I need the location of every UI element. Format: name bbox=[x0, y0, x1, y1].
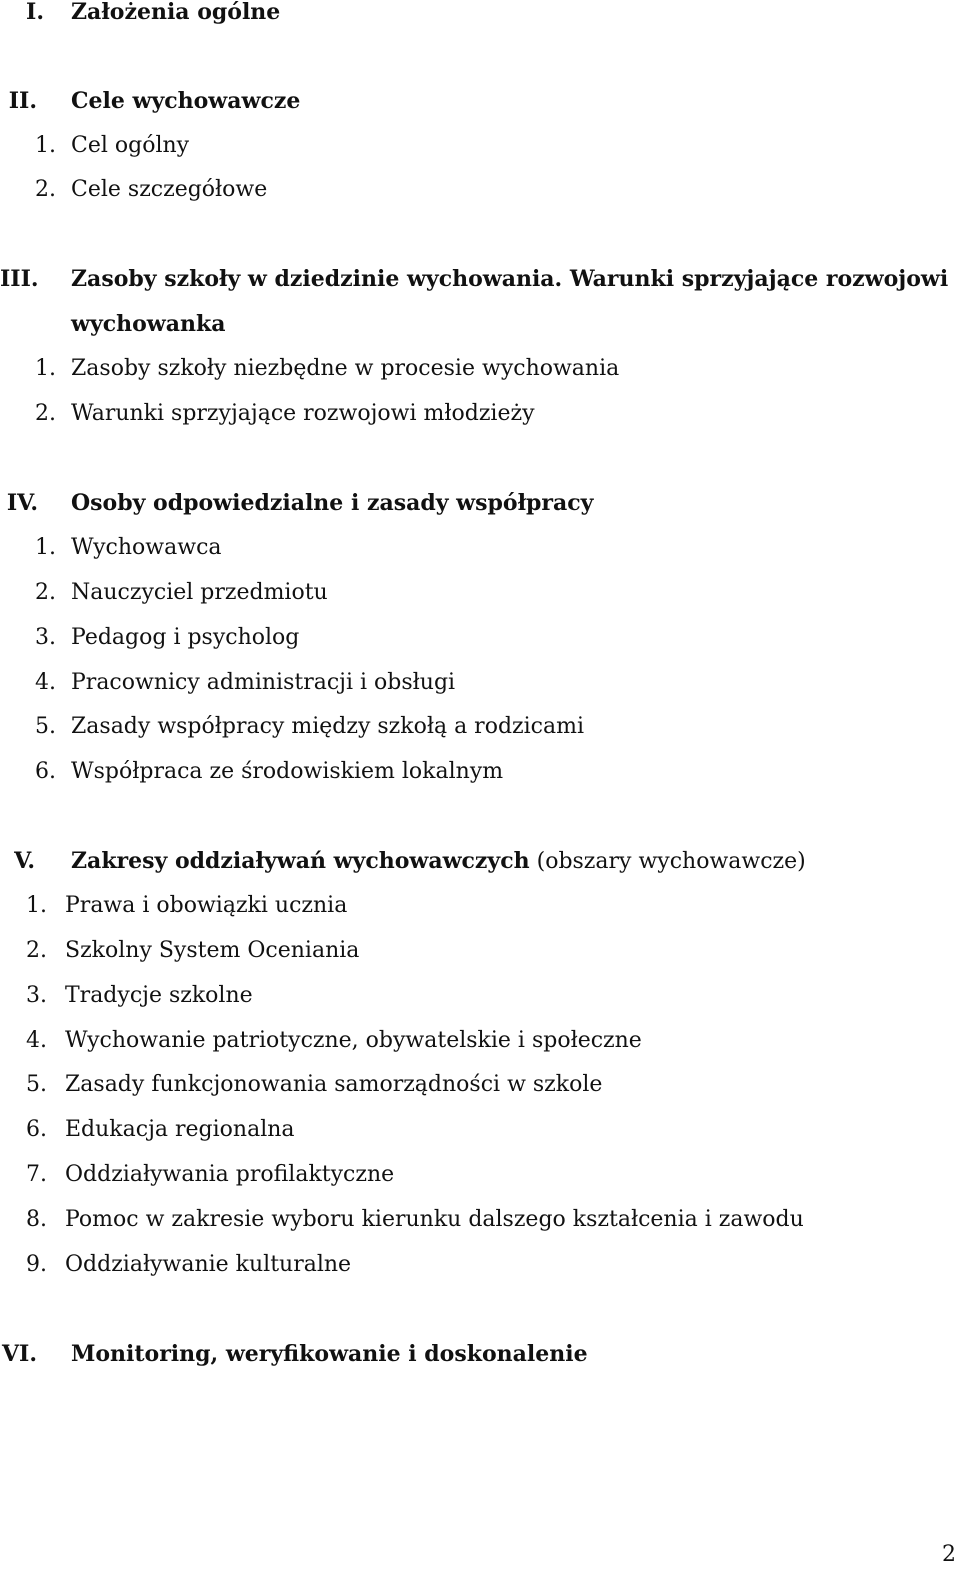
list-item-number: 4. bbox=[35, 670, 56, 695]
section-heading bbox=[0, 487, 960, 519]
list-item bbox=[0, 1114, 960, 1146]
section-numeral: IV. bbox=[6, 490, 38, 516]
list-item bbox=[0, 1159, 960, 1191]
list-item-text: Prawa i obowiązki ucznia bbox=[65, 893, 348, 918]
section-heading bbox=[0, 1338, 960, 1370]
list-item bbox=[0, 130, 960, 162]
section-title: Monitoring, weryfikowanie i doskonalenie bbox=[71, 1341, 588, 1367]
page-number: 2 bbox=[942, 1542, 956, 1567]
section-heading bbox=[0, 0, 960, 28]
list-item bbox=[0, 622, 960, 654]
list-item-number: 2. bbox=[26, 938, 47, 963]
list-item bbox=[0, 1025, 960, 1057]
list-item-text: Zasoby szkoły niezbędne w procesie wychowania bbox=[71, 356, 620, 381]
section-title-suffix: (obszary wychowawcze) bbox=[536, 849, 806, 874]
section-numeral: III. bbox=[0, 266, 39, 292]
list-item-number: 1. bbox=[35, 356, 56, 381]
list-item-text: Współpraca ze środowiskiem lokalnym bbox=[71, 759, 504, 784]
list-item-number: 1. bbox=[26, 893, 47, 918]
list-item-number: 6. bbox=[35, 759, 56, 784]
section-title-cont: wychowanka bbox=[71, 311, 226, 337]
list-item-text: Nauczyciel przedmiotu bbox=[71, 580, 328, 605]
list-item-number: 6. bbox=[26, 1117, 47, 1142]
list-item-text: Tradycje szkolne bbox=[65, 983, 253, 1008]
list-item-number: 2. bbox=[35, 401, 56, 426]
section-heading bbox=[0, 263, 960, 295]
list-item-text: Pracownicy administracji i obsługi bbox=[71, 670, 456, 695]
list-item bbox=[0, 1204, 960, 1236]
list-item-number: 5. bbox=[26, 1072, 47, 1097]
section-numeral: II. bbox=[8, 88, 37, 114]
list-item bbox=[0, 1069, 960, 1101]
list-item-number: 3. bbox=[26, 983, 47, 1008]
list-item-text: Wychowawca bbox=[71, 535, 222, 560]
list-item bbox=[0, 353, 960, 385]
section-title: Założenia ogólne bbox=[71, 0, 281, 25]
list-item bbox=[0, 756, 960, 788]
list-item bbox=[0, 667, 960, 699]
list-item bbox=[0, 980, 960, 1012]
section-numeral: I. bbox=[26, 0, 44, 25]
section-title-wrap bbox=[71, 845, 806, 878]
section-title: Zakresy oddziaływań wychowawczych bbox=[71, 848, 530, 874]
list-item-number: 1. bbox=[35, 133, 56, 158]
list-item-text: Zasady funkcjonowania samorządności w szkole bbox=[65, 1072, 603, 1097]
list-item-text: Szkolny System Oceniania bbox=[65, 938, 360, 963]
list-item bbox=[0, 935, 960, 967]
list-item-text: Edukacja regionalna bbox=[65, 1117, 295, 1142]
section-numeral: V. bbox=[14, 848, 35, 874]
list-item-text: Cele szczegółowe bbox=[71, 177, 268, 202]
list-item-number: 9. bbox=[26, 1252, 47, 1277]
list-item-text: Oddziaływanie kulturalne bbox=[65, 1252, 352, 1277]
section-heading bbox=[0, 845, 960, 877]
list-item bbox=[0, 398, 960, 430]
list-item-number: 2. bbox=[35, 177, 56, 202]
list-item-text: Warunki sprzyjające rozwojowi młodzieży bbox=[71, 401, 535, 426]
list-item-number: 1. bbox=[35, 535, 56, 560]
list-item bbox=[0, 1249, 960, 1281]
list-item bbox=[0, 174, 960, 206]
list-item-text: Oddziaływania profilaktyczne bbox=[65, 1162, 395, 1187]
section-heading bbox=[0, 85, 960, 117]
list-item-number: 5. bbox=[35, 714, 56, 739]
list-item-number: 3. bbox=[35, 625, 56, 650]
section-title: Zasoby szkoły w dziedzinie wychowania. Warunki sprzyjające rozwojowi bbox=[71, 266, 949, 292]
list-item bbox=[0, 711, 960, 743]
section-title: Cele wychowawcze bbox=[71, 88, 301, 114]
section-title-continuation bbox=[0, 308, 960, 340]
list-item-number: 4. bbox=[26, 1028, 47, 1053]
list-item bbox=[0, 532, 960, 564]
list-item-number: 7. bbox=[26, 1162, 47, 1187]
list-item-text: Cel ogólny bbox=[71, 133, 190, 158]
list-item-number: 2. bbox=[35, 580, 56, 605]
section-numeral: VI. bbox=[1, 1341, 37, 1367]
list-item-text: Pomoc w zakresie wyboru kierunku dalszego kształcenia i zawodu bbox=[65, 1207, 804, 1232]
list-item-text: Zasady współpracy między szkołą a rodzicami bbox=[71, 714, 584, 739]
list-item bbox=[0, 577, 960, 609]
section-title: Osoby odpowiedzialne i zasady współpracy bbox=[71, 490, 594, 516]
list-item-text: Wychowanie patriotyczne, obywatelskie i społeczne bbox=[65, 1028, 642, 1053]
list-item-number: 8. bbox=[26, 1207, 47, 1232]
list-item-text: Pedagog i psycholog bbox=[71, 625, 300, 650]
list-item bbox=[0, 890, 960, 922]
